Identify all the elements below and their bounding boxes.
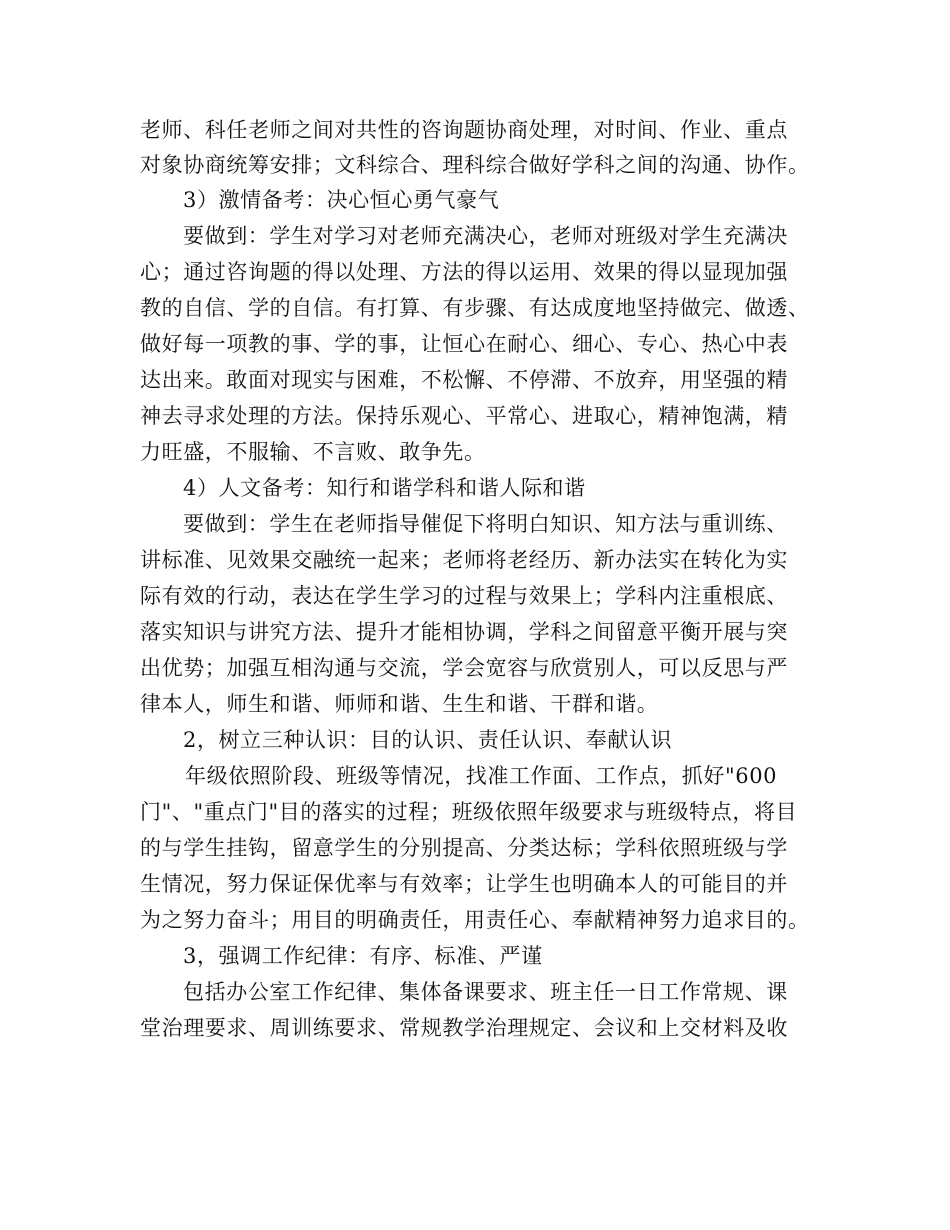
paragraph-line: 心；通过咨询题的得以处理、方法的得以运用、效果的得以显现加强 <box>140 260 788 284</box>
paragraph-line: 落实知识与讲究方法、提升才能相协调，学科之间留意平衡开展与突 <box>140 620 788 644</box>
paragraph-line: 生情况，努力保证保优率与有效率；让学生也明确本人的可能目的并 <box>140 872 788 896</box>
section-heading: 3）激情备考：决心恒心勇气豪气 <box>183 188 500 212</box>
paragraph-line: 包括办公室工作纪律、集体备课要求、班主任一日工作常规、课 <box>183 980 788 1004</box>
paragraph-line: 对象协商统筹安排；文科综合、理科综合做好学科之间的沟通、协作。 <box>140 153 810 177</box>
paragraph-line: 要做到：学生在老师指导催促下将明白知识、知方法与重训练、 <box>183 512 788 536</box>
section-heading: 3，强调工作纪律：有序、标准、严谨 <box>183 944 543 968</box>
section-heading: 4）人文备考：知行和谐学科和谐人际和谐 <box>183 476 586 500</box>
paragraph-line: 年级依照阶段、班级等情况，找准工作面、工作点，抓好"600 <box>185 764 778 788</box>
paragraph-line: 做好每一项教的事、学的事，让恒心在耐心、细心、专心、热心中表 <box>140 332 788 356</box>
paragraph-line: 际有效的行动，表达在学生学习的过程与效果上；学科内注重根底、 <box>140 584 788 608</box>
paragraph-line: 要做到：学生对学习对老师充满决心，老师对班级对学生充满决 <box>183 224 788 248</box>
section-heading: 2，树立三种认识：目的认识、责任认识、奉献认识 <box>183 728 673 752</box>
paragraph-line: 神去寻求处理的方法。保持乐观心、平常心、进取心，精神饱满，精 <box>140 404 788 428</box>
paragraph-line: 门"、"重点门"目的落实的过程；班级依照年级要求与班级特点，将目 <box>140 800 798 824</box>
paragraph-line: 律本人，师生和谐、师师和谐、生生和谐、干群和谐。 <box>140 692 659 716</box>
paragraph-line: 的与学生挂钩，留意学生的分别提高、分类达标；学科依照班级与学 <box>140 836 788 860</box>
paragraph-line: 老师、科任老师之间对共性的咨询题协商处理，对时间、作业、重点 <box>140 118 788 142</box>
paragraph-line: 出优势；加强互相沟通与交流，学会宽容与欣赏别人，可以反思与严 <box>140 656 788 680</box>
paragraph-line: 教的自信、学的自信。有打算、有步骤、有达成度地坚持做完、做透、 <box>140 296 810 320</box>
paragraph-line: 为之努力奋斗；用目的明确责任，用责任心、奉献精神努力追求目的。 <box>140 908 810 932</box>
paragraph-line: 力旺盛，不服输、不言败、敢争先。 <box>140 440 486 464</box>
paragraph-line: 堂治理要求、周训练要求、常规教学治理规定、会议和上交材料及收 <box>140 1016 788 1040</box>
paragraph-line: 达出来。敢面对现实与困难，不松懈、不停滞、不放弃，用坚强的精 <box>140 368 788 392</box>
paragraph-line: 讲标准、见效果交融统一起来；老师将老经历、新办法实在转化为实 <box>140 548 788 572</box>
